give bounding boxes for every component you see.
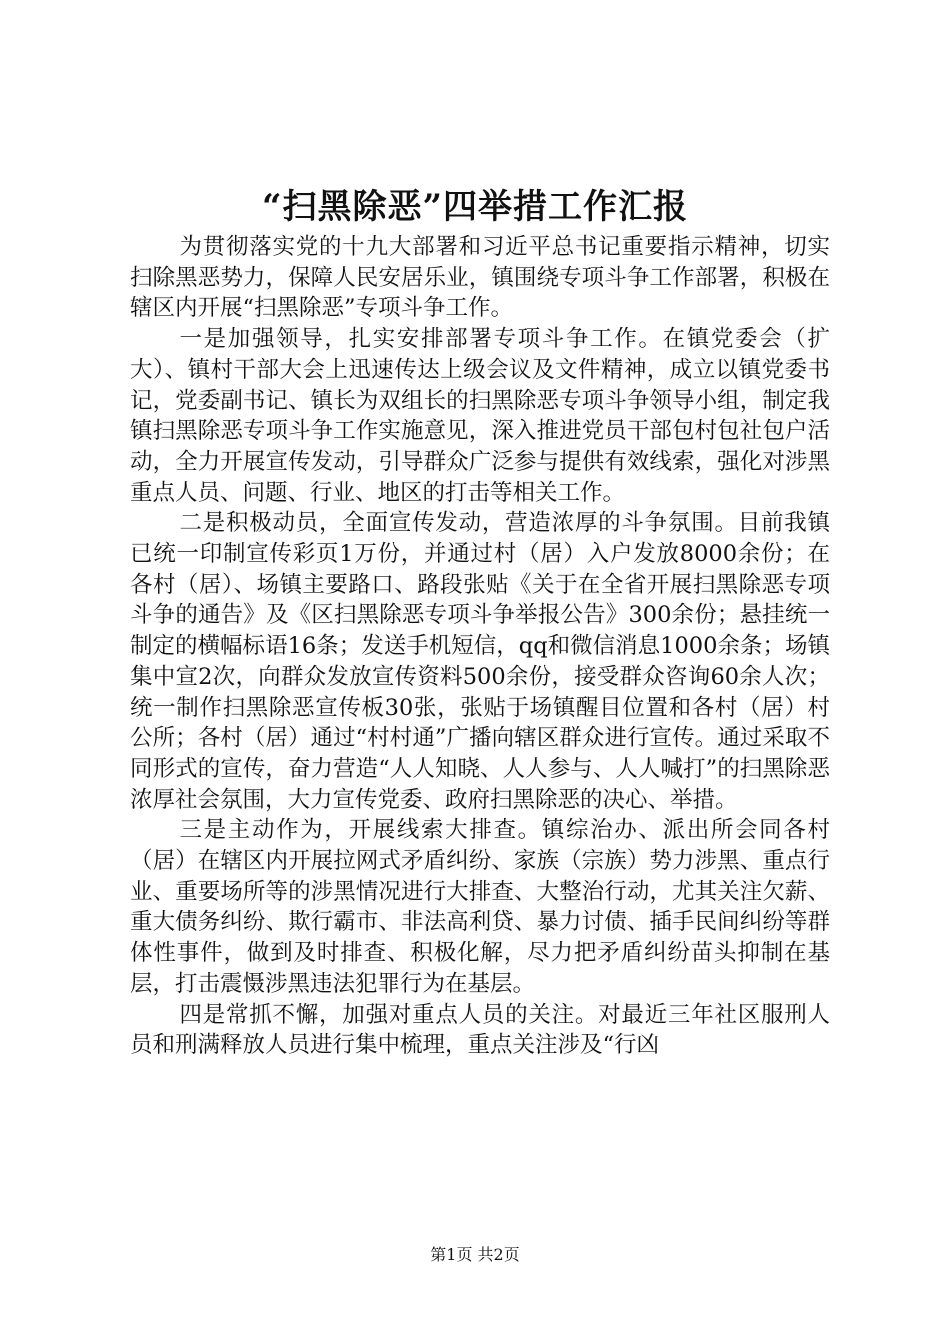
document-body bbox=[130, 232, 830, 1061]
paragraph-measure-1: 一是加强领导，扎实安排部署专项斗争工作。在镇党委会（扩大）、镇村干部大会上迅速传达上级会议及文件精神，成立以镇党委书记，党委副书记、镇长为双组长的扫黑除恶专项斗争领导小组，制定我镇扫黑除恶专项斗争工作实施意见，深入推进党员干部包村包社包户活动，全力开展宣传发动，引导群众广泛参与提供有效线索，强化对涉黑重点人员、问题、行业、地区的打击等相关工作。 bbox=[130, 326, 830, 506]
paragraph-measure-2: 二是积极动员，全面宣传发动，营造浓厚的斗争氛围。目前我镇已统一印制宣传彩页1万份，并通过村（居）入户发放8000余份；在各村（居）、场镇主要路口、路段张贴《关于在全省开展扫黑除恶专项斗争的通告》及《区扫黑除恶专项斗争举报公告》300余份；悬挂统一制定的横幅标语16条；发送手机短信，qq和微信消息1000余条；场镇集中宣2次，向群众发放宣传资料500余份，接受群众咨询60余人次；统一制作扫黑除恶宣传板30张，张贴于场镇醒目位置和各村（居）村公所；各村（居）通过“村村通”广播向辖区群众进行宣传。通过采取不同形式的宣传，奋力营造“人人知晓、人人参与、人人喊打”的扫黑除恶浓厚社会氛围，大力宣传党委、政府扫黑除恶的决心、举措。 bbox=[130, 510, 830, 813]
paragraph-measure-3: 三是主动作为，开展线索大排查。镇综治办、派出所会同各村（居）在辖区内开展拉网式矛盾纠纷、家族（宗族）势力涉黑、重点行业、重要场所等的涉黑情况进行大排查、大整治行动，尤其关注欠薪、重大债务纠纷、欺行霸市、非法高利贷、暴力讨债、插手民间纠纷等群体性事件，做到及时排查、积极化解，尽力把矛盾纠纷苗头抑制在基层，打击震慑涉黑违法犯罪行为在基层。 bbox=[130, 817, 830, 997]
paragraph-measure-4: 四是常抓不懈，加强对重点人员的关注。对最近三年社区服刑人员和刑满释放人员进行集中梳理，重点关注涉及“行凶 bbox=[130, 1001, 830, 1059]
document-title: “扫黑除恶”四举措工作汇报 bbox=[261, 187, 689, 227]
paragraph-intro: 为贯彻落实党的十九大部署和习近平总书记重要指示精神，切实扫除黑恶势力，保障人民安居乐业，镇围绕专项斗争工作部署，积极在辖区内开展“扫黑除恶”专项斗争工作。 bbox=[130, 234, 830, 322]
page-footer: 第1页 共2页 bbox=[430, 1245, 520, 1264]
